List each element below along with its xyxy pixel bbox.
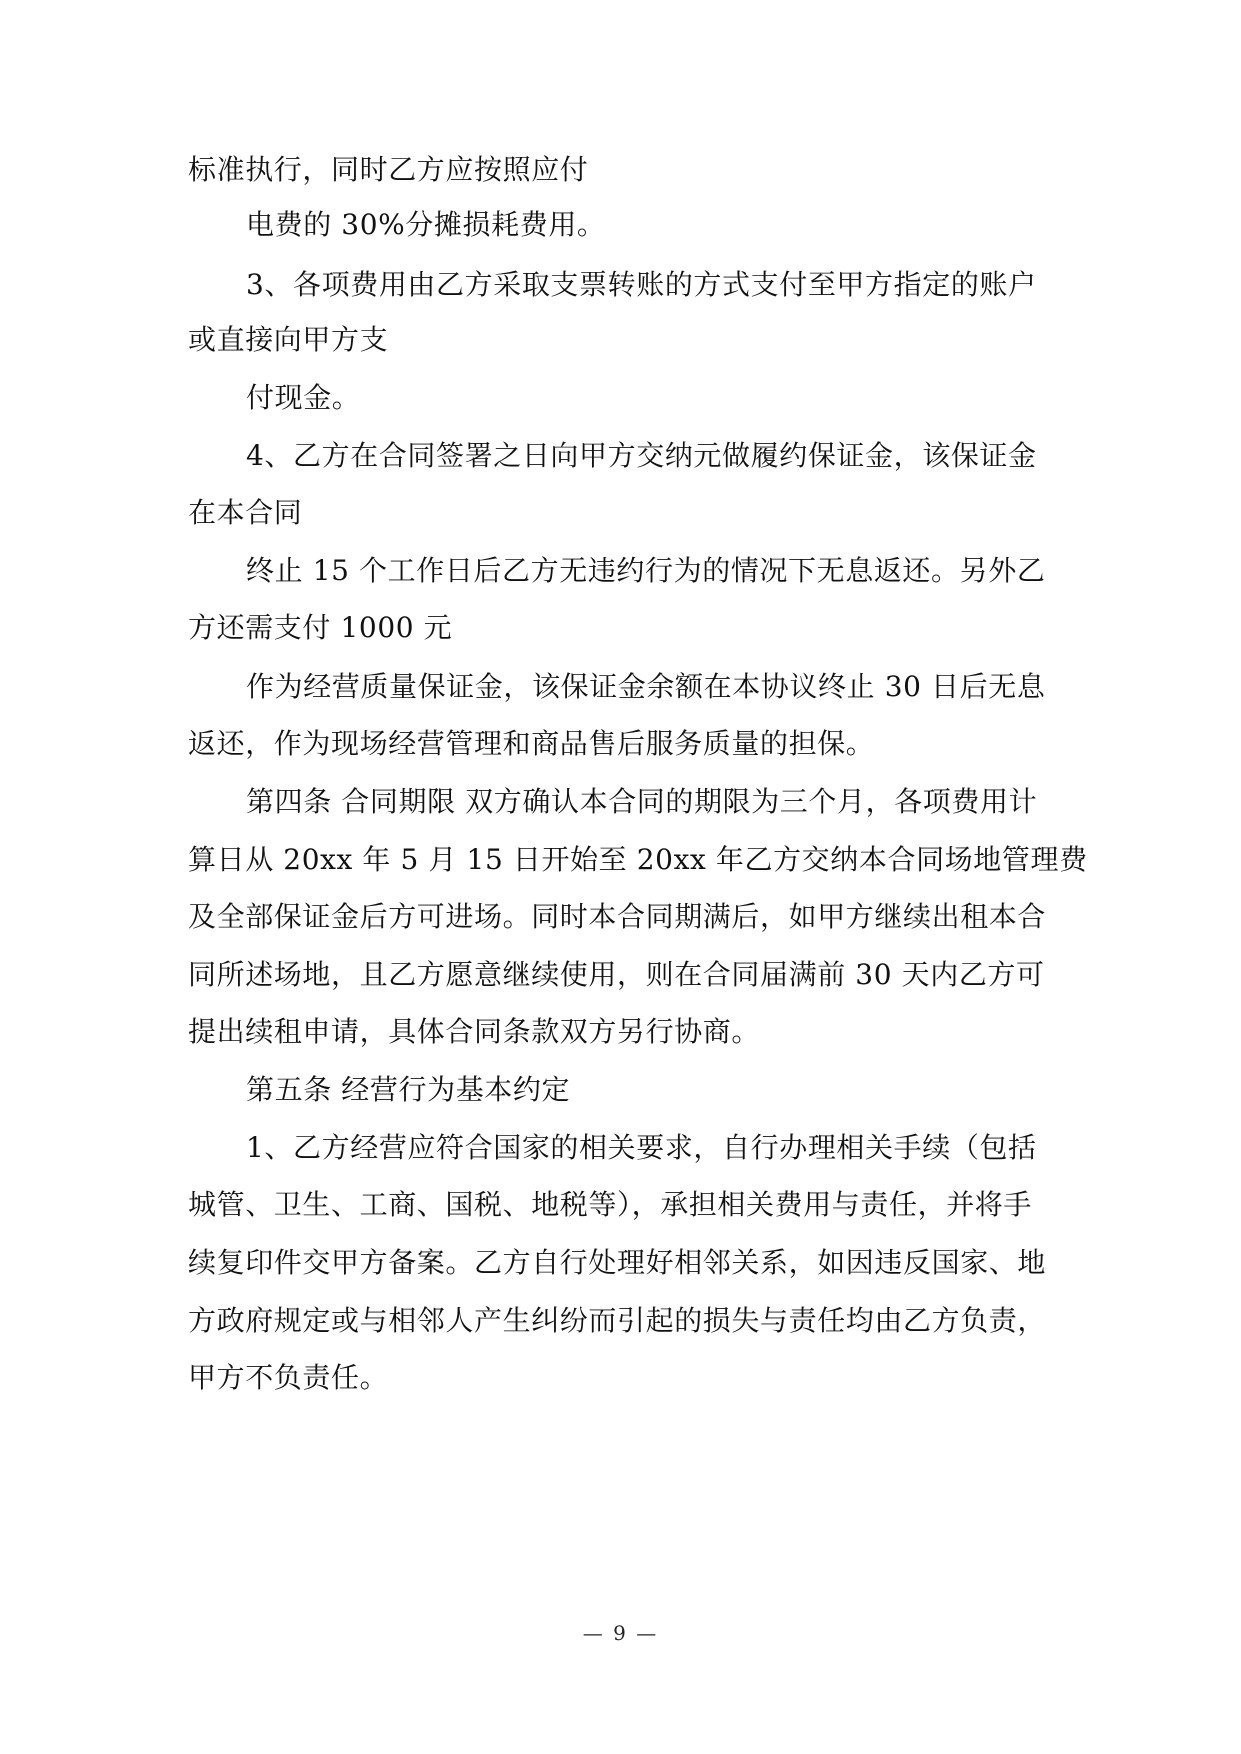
page-number: — 9 — (582, 1621, 659, 1645)
text-line: 同所述场地，且乙方愿意继续使用，则在合同届满前 30 天内乙方可 (188, 958, 1045, 991)
text-line: 及全部保证金后方可进场。同时本合同期满后，如甲方继续出租本合 (188, 900, 1047, 933)
text-line: 第四条 合同期限 双方确认本合同的期限为三个月，各项费用计 (246, 785, 1038, 818)
text-line: 在本合同 (188, 496, 303, 529)
text-line: 算日从 20xx 年 5 月 15 日开始至 20xx 年乙方交纳本合同场地管理费 (188, 843, 1088, 876)
text-line: 甲方不负责任。 (188, 1361, 389, 1394)
text-line: 作为经营质量保证金，该保证金余额在本协议终止 30 日后无息 (246, 670, 1046, 703)
text-line: 方政府规定或与相邻人产生纠纷而引起的损失与责任均由乙方负责， (188, 1304, 1047, 1337)
text-line: 标准执行，同时乙方应按照应付 (188, 153, 589, 186)
text-line: 城管、卫生、工商、国税、地税等），承担相关费用与责任，并将手 (188, 1188, 1033, 1221)
text-line: 1、乙方经营应符合国家的相关要求，自行办理相关手续（包括 (246, 1131, 1037, 1164)
text-line: 第五条 经营行为基本约定 (246, 1073, 571, 1106)
text-line: 终止 15 个工作日后乙方无违约行为的情况下无息返还。另外乙 (246, 554, 1046, 587)
text-line: 付现金。 (246, 381, 361, 414)
text-line: 4、乙方在合同签署之日向甲方交纳元做履约保证金，该保证金 (246, 439, 1037, 472)
text-line: 提出续租申请，具体合同条款双方另行协商。 (188, 1015, 761, 1048)
text-line: 或直接向甲方支 (188, 323, 389, 356)
text-line: 返还，作为现场经营管理和商品售后服务质量的担保。 (188, 727, 875, 760)
text-line: 方还需支付 1000 元 (188, 611, 453, 644)
text-line: 电费的 30%分摊损耗费用。 (246, 208, 606, 241)
text-line: 续复印件交甲方备案。乙方自行处理好相邻关系，如因违反国家、地 (188, 1246, 1047, 1279)
text-line: 3、各项费用由乙方采取支票转账的方式支付至甲方指定的账户 (246, 268, 1037, 301)
